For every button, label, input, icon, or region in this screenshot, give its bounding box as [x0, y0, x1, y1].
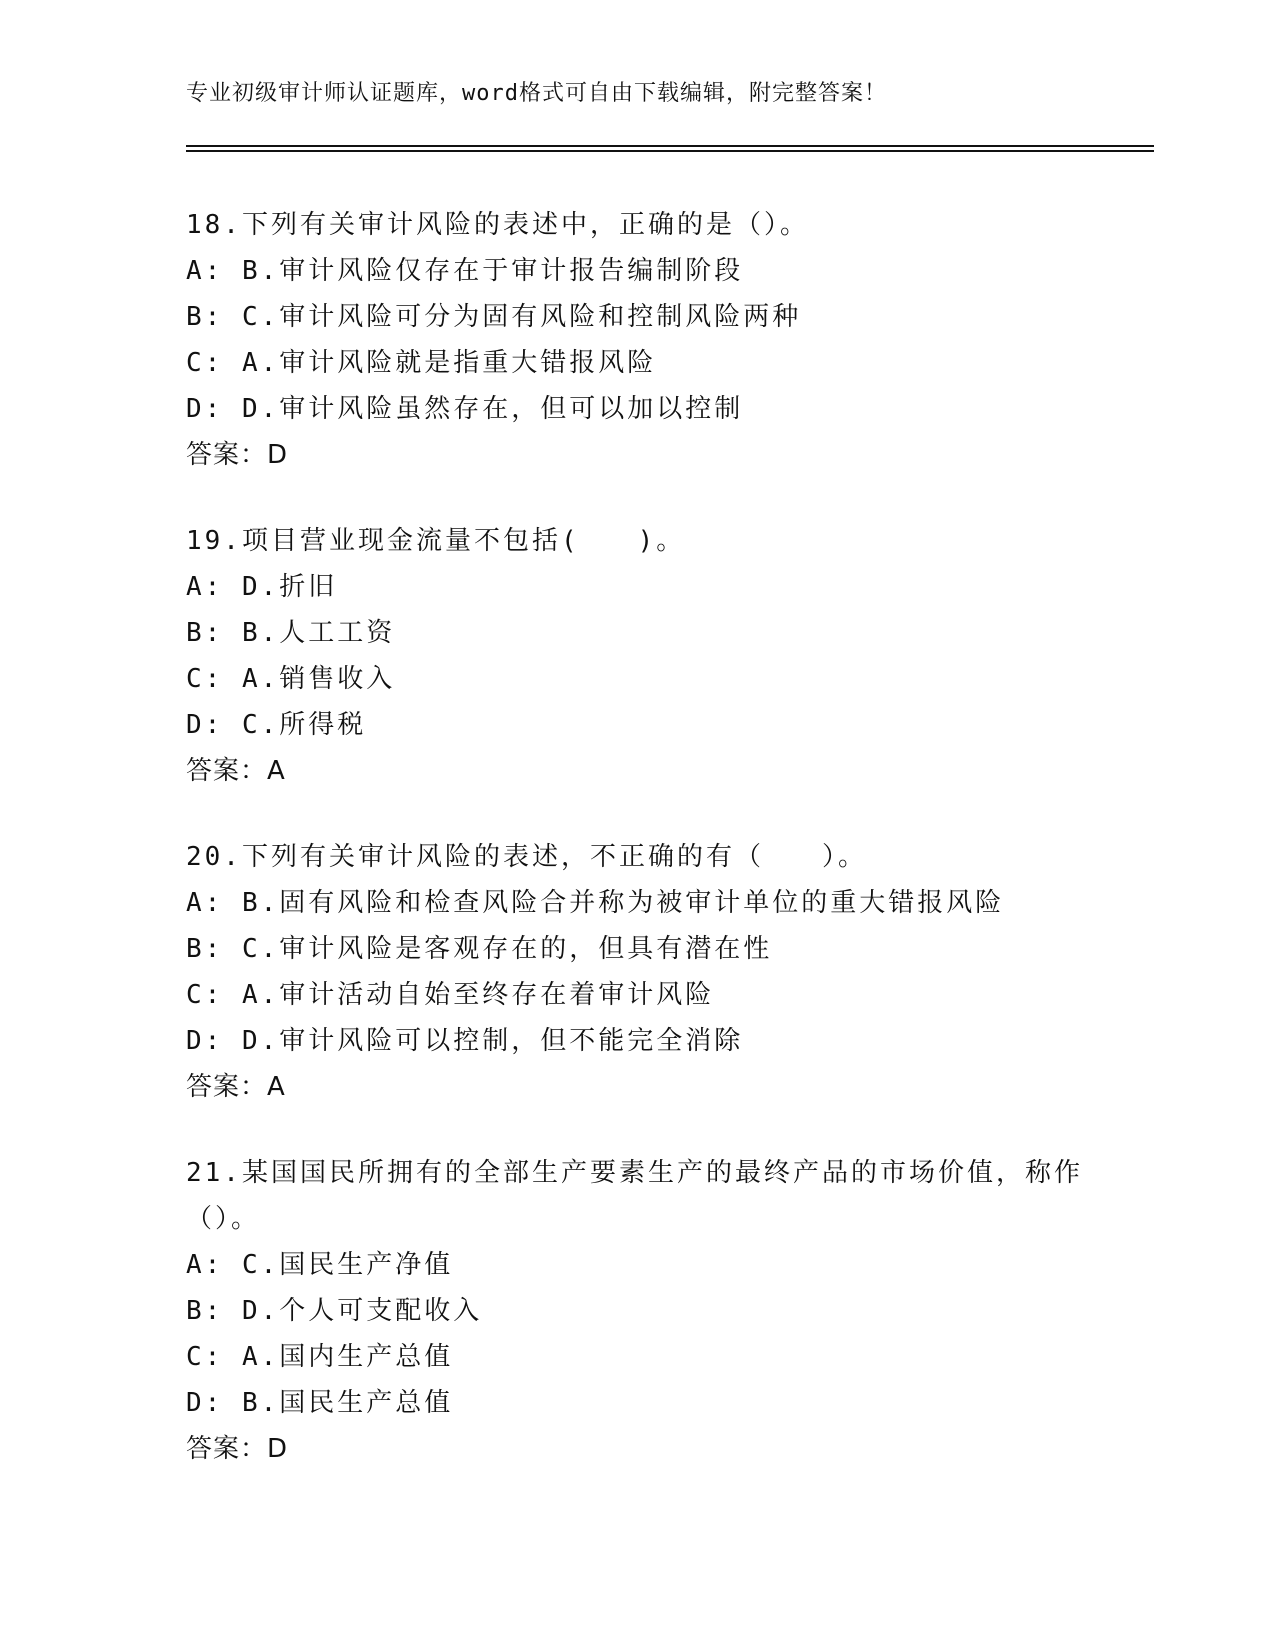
option-a: A: D.折旧: [186, 572, 338, 602]
question-stem: 20.下列有关审计风险的表述，不正确的有（ ）。: [186, 842, 867, 872]
option-a: A: B.固有风险和检查风险合并称为被审计单位的重大错报风险: [186, 888, 1005, 918]
option-c: C: A.审计活动自始至终存在着审计风险: [186, 980, 715, 1010]
option-a: A: B.审计风险仅存在于审计报告编制阶段: [186, 256, 744, 286]
question-stem: 19.项目营业现金流量不包括( )。: [186, 526, 686, 556]
answer-label: 答案：D: [186, 1434, 289, 1464]
answer-label: 答案：A: [186, 756, 286, 786]
option-c: C: A.审计风险就是指重大错报风险: [186, 348, 657, 378]
question-18: [186, 202, 1086, 478]
option-d: D: C.所得税: [186, 710, 367, 740]
option-d: D: D.审计风险可以控制，但不能完全消除: [186, 1026, 744, 1056]
answer-label: 答案：D: [186, 440, 289, 470]
option-d: D: D.审计风险虽然存在，但可以加以控制: [186, 394, 744, 424]
question-stem: 21.某国国民所拥有的全部生产要素生产的最终产品的市场价值，称作（）。: [186, 1158, 1083, 1234]
question-list: [186, 202, 1086, 1512]
question-stem: 18.下列有关审计风险的表述中，正确的是（）。: [186, 210, 809, 240]
option-b: B: C.审计风险可分为固有风险和控制风险两种: [186, 302, 802, 332]
option-b: B: B.人工工资: [186, 618, 396, 648]
option-a: A: C.国民生产净值: [186, 1250, 454, 1280]
answer-label: 答案：A: [186, 1072, 286, 1102]
header-divider-secondary: [186, 150, 1154, 152]
option-c: C: A.销售收入: [186, 664, 396, 694]
question-20: [186, 834, 1086, 1110]
question-21: [186, 1150, 1086, 1472]
option-d: D: B.国民生产总值: [186, 1388, 454, 1418]
option-b: B: D.个人可支配收入: [186, 1296, 483, 1326]
header-divider: [186, 145, 1154, 147]
question-19: [186, 518, 1086, 794]
option-c: C: A.国内生产总值: [186, 1342, 454, 1372]
document-header: 专业初级审计师认证题库，word格式可自由下载编辑，附完整答案！: [186, 81, 887, 106]
option-b: B: C.审计风险是客观存在的，但具有潜在性: [186, 934, 773, 964]
